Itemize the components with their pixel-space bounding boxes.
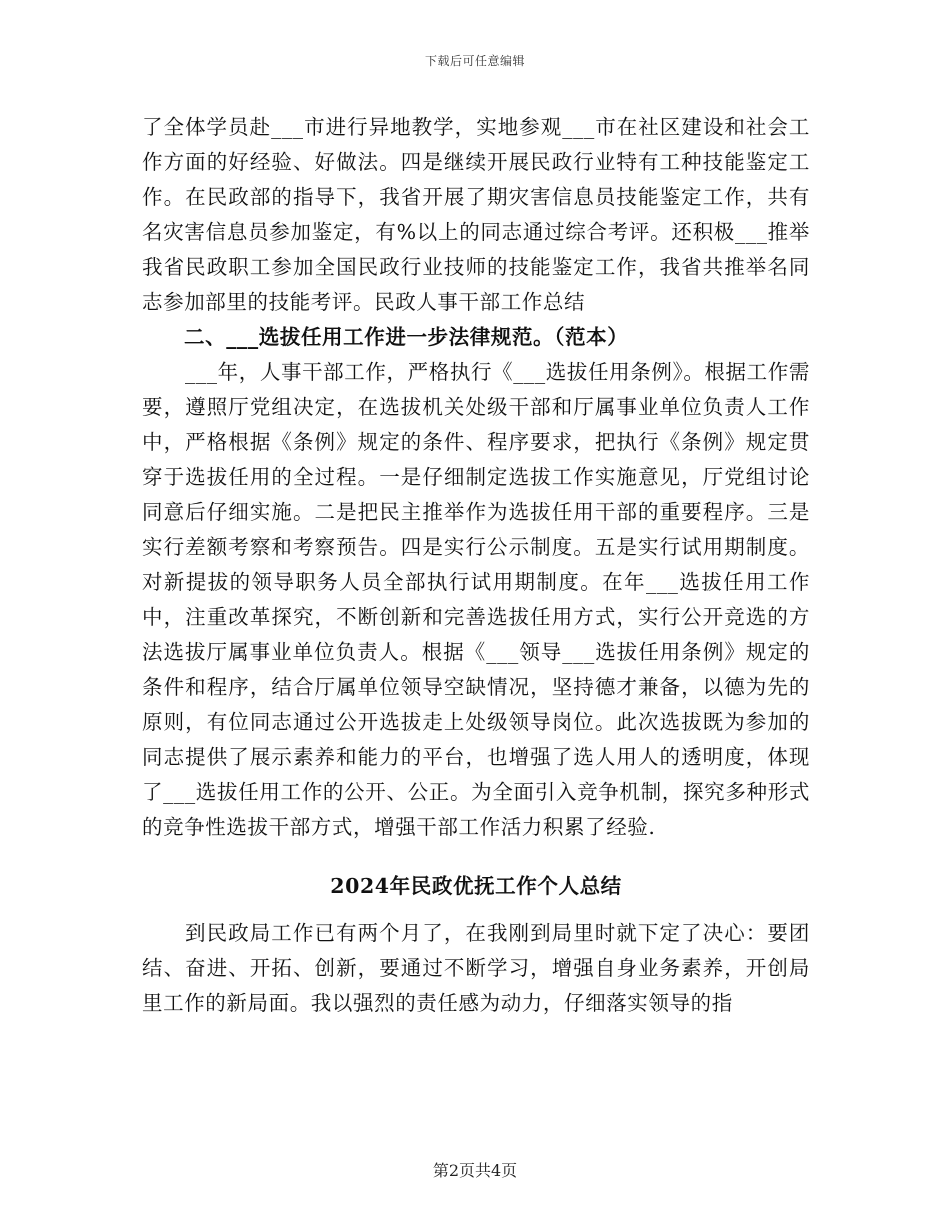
page-header: 下载后可任意编辑 bbox=[424, 54, 525, 68]
body-paragraph-3: 到民政局工作已有两个月了，在我刚到局里时就下定了决心：要团结、奋进、开拓、创新，要通过不断学习，增强自身业务素养，开创局里工作的新局面。我以强烈的责任感为动力，仔细落实领导的指 bbox=[142, 921, 810, 1015]
document-title: 2024年民政优抚工作个人总结 bbox=[330, 874, 622, 898]
section-heading: 二、___选拔任用工作进一步法律规范。（范本） bbox=[184, 325, 629, 349]
body-paragraph-1: 了全体学员赴___市进行异地教学，实地参观___市在社区建设和社会工作方面的好经验、好做法。四是继续开展民政行业特有工种技能鉴定工作。在民政部的指导下，我省开展了期灾害信息员技能鉴定工作，共有名灾害信息员参加鉴定，有%以上的同志通过综合考评。还积极___推举我省民政职工参加全国民政行业技师的技能鉴定工作，我省共推举名同志参加部里的技能考评。民政人事干部工作总结 bbox=[142, 115, 810, 314]
document-body bbox=[142, 110, 810, 1021]
body-paragraph-2: ___年，人事干部工作，严格执行《___选拔任用条例》。根据工作需要，遵照厅党组决定，在选拔机关处级干部和厅属事业单位负责人工作中，严格根据《条例》规定的条件、程序要求，把执行《条例》规定贯穿于选拔任用的全过程。一是仔细制定选拔工作实施意见，厅党组讨论同意后仔细实施。二是把民主推举作为选拔任用干部的重要程序。三是实行差额考察和考察预告。四是实行公示制度。五是实行试用期制度。对新提拔的领导职务人员全部执行试用期制度。在年___选拔任用工作中，注重改革探究，不断创新和完善选拔任用方式，实行公开竞选的方法选拔厅属事业单位负责人。根据《___领导___选拔任用条例》规定的条件和程序，结合厅属单位领导空缺情况，坚持德才兼备，以德为先的原则，有位同志通过公开选拔走上处级领导岗位。此次选拔既为参加的同志提供了展示素养和能力的平台，也增强了选人用人的透明度，体现了___选拔任用工作的公开、公正。为全面引入竞争机制，探究多种形式的竞争性选拔干部方式，增强干部工作活力积累了经验. bbox=[142, 360, 810, 839]
page-footer: 第2页共4页 bbox=[432, 1161, 518, 1180]
